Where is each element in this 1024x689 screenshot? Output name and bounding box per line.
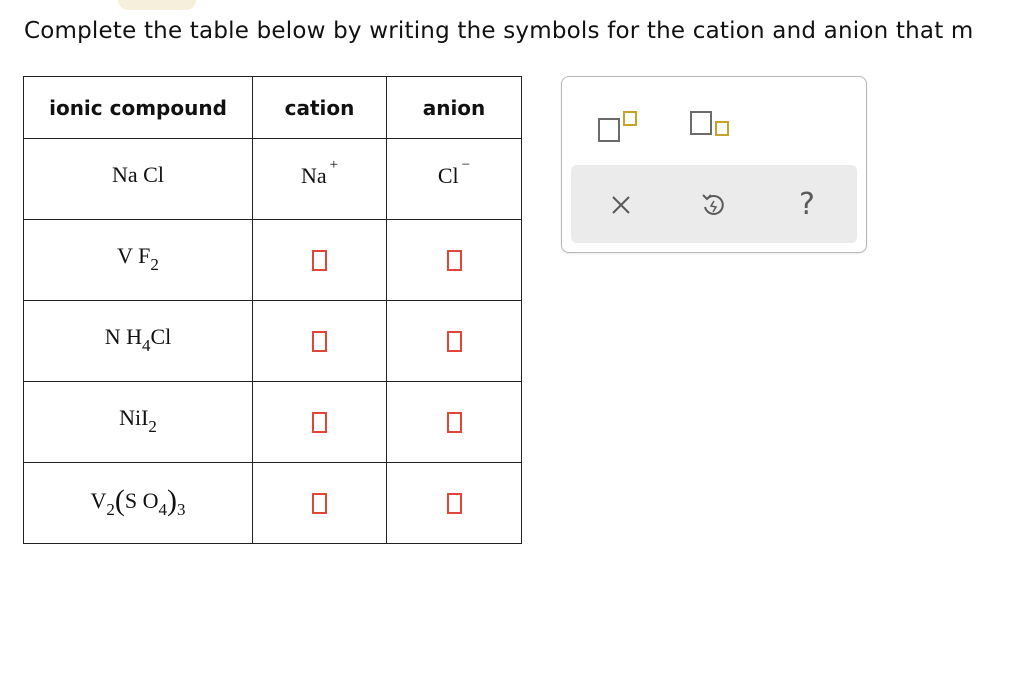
header-ionic-compound: ionic compound: [24, 77, 253, 139]
table-row: [24, 463, 522, 544]
cation-input[interactable]: [312, 250, 327, 271]
table-row: [24, 220, 522, 301]
header-cation: cation: [253, 77, 387, 139]
compound-cell: [24, 463, 253, 544]
compound-cell: [24, 139, 253, 220]
anion-cell: [387, 463, 522, 544]
input-tools-panel: [561, 76, 867, 253]
cation-input[interactable]: [312, 493, 327, 514]
subscript-tool-icon[interactable]: [690, 111, 740, 143]
anion-input[interactable]: [447, 331, 462, 352]
compound-formula: N $H_4Cl$: [104, 324, 172, 355]
table-row: [24, 301, 522, 382]
superscript-tool-icon[interactable]: [598, 111, 640, 143]
header-anion: anion: [387, 77, 522, 139]
cation-cell: [253, 382, 387, 463]
compound-formula: NiI$_2$: [119, 405, 157, 436]
compound-cell: [24, 301, 253, 382]
anion-cell: [387, 382, 522, 463]
compound-cell: [24, 382, 253, 463]
compound-formula: V $F_2$: [117, 243, 159, 274]
ion-table: [23, 76, 522, 544]
cation-input[interactable]: [312, 331, 327, 352]
instruction-text: Complete the table below by writing the symbols for the cation and anion that m: [24, 18, 974, 44]
cation-value: Na +: [300, 157, 339, 188]
compound-formula: $V_2(S$ $O_4)_3$: [90, 484, 186, 519]
anion-input[interactable]: [447, 250, 462, 271]
action-bar: [571, 165, 857, 243]
table-row: [24, 139, 522, 220]
anion-cell: [387, 301, 522, 382]
cation-cell: [253, 220, 387, 301]
anion-cell: [387, 139, 522, 220]
anion-value: Cl −: [437, 157, 471, 188]
compound-formula: Na Cl: [112, 162, 164, 187]
anion-cell: [387, 220, 522, 301]
help-label: ?: [799, 187, 815, 222]
cation-input[interactable]: [312, 412, 327, 433]
clear-icon[interactable]: [601, 185, 641, 225]
help-icon[interactable]: [787, 185, 827, 225]
table-row: [24, 382, 522, 463]
anion-input[interactable]: [447, 412, 462, 433]
anion-input[interactable]: [447, 493, 462, 514]
cation-cell: [253, 139, 387, 220]
undo-icon[interactable]: [693, 185, 733, 225]
cation-cell: [253, 301, 387, 382]
table-header-row: [24, 77, 522, 139]
cation-cell: [253, 463, 387, 544]
top-tab-decoration: [118, 0, 196, 10]
compound-cell: [24, 220, 253, 301]
